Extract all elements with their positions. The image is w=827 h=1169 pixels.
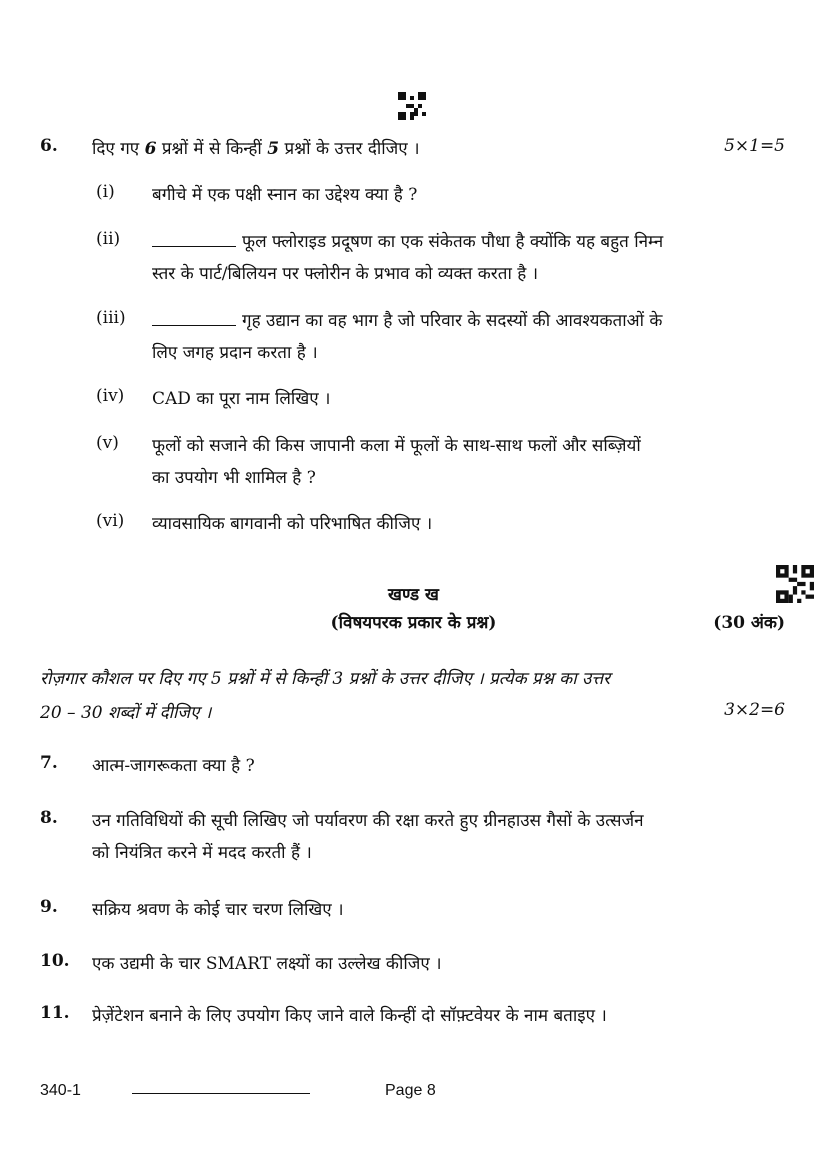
section-instruction: 20 – 30 शब्दों में दीजिए । [40, 703, 212, 723]
instruction-text: प्रश्नों में से किन्हीं [156, 139, 268, 159]
sub-question-label: (iv) [96, 386, 125, 406]
sub-question-text: व्यावसायिक बागवानी को परिभाषित कीजिए । [152, 514, 433, 534]
question-text: आत्म-जागरूकता क्या है ? [92, 756, 255, 776]
sub-question-text: स्तर के पार्ट/बिलियन पर फ्लोरीन के प्रभाव को व्यक्त करता है । [152, 264, 539, 284]
section-subtitle: (विषयपरक प्रकार के प्रश्न) [330, 613, 497, 633]
question-text: सक्रिय श्रवण के कोई चार चरण लिखिए । [92, 900, 344, 920]
section-instruction-marks: 3×2=6 [724, 700, 785, 720]
sub-question-label: (v) [96, 433, 119, 453]
question-number: 11. [40, 1003, 70, 1023]
qr-code-icon [398, 92, 426, 120]
paper-code: 340-1 [40, 1082, 81, 1099]
sub-question-text: फूलों को सजाने की किस जापानी कला में फूलों के साथ-साथ फलों और सब्ज़ियों [152, 436, 641, 456]
instruction-number: 6 [144, 139, 157, 159]
question-number: 10. [40, 951, 70, 971]
question-marks: 5×1=5 [724, 136, 785, 156]
question-text: एक उद्यमी के चार SMART लक्ष्यों का उल्लेख कीजिए । [92, 954, 442, 974]
sub-question-line [152, 308, 662, 331]
section-title: खण्ड ख [388, 585, 439, 605]
page-number: Page 8 [385, 1082, 436, 1099]
question-6-instruction [92, 136, 420, 159]
sub-question-line [152, 229, 663, 252]
instruction-number: 5 [267, 139, 280, 159]
footer-divider [132, 1093, 310, 1094]
sub-question-label: (iii) [96, 308, 126, 328]
question-text: को नियंत्रित करने में मदद करती हैं । [92, 843, 312, 863]
instruction-text: दिए गए [92, 139, 145, 159]
sub-question-label: (i) [96, 182, 115, 202]
section-instruction: रोज़गार कौशल पर दिए गए 5 प्रश्नों में से किन्हीं 3 प्रश्नों के उत्तर दीजिए । प्रत्येक प्रश्न का उत्तर [40, 669, 611, 689]
question-number: 8. [40, 808, 58, 828]
answer-blank [152, 311, 236, 326]
sub-question-text: लिए जगह प्रदान करता है । [152, 343, 318, 363]
instruction-text: प्रश्नों के उत्तर दीजिए । [279, 139, 420, 159]
question-text: प्रेज़ेंटेशन बनाने के लिए उपयोग किए जाने वाले किन्हीं दो सॉफ़्टवेयर के नाम बताइए । [92, 1006, 607, 1026]
sub-question-label: (vi) [96, 511, 125, 531]
section-marks: (30 अंक) [713, 613, 785, 633]
question-number: 6. [40, 136, 58, 156]
sub-question-text: का उपयोग भी शामिल है ? [152, 468, 316, 488]
answer-blank [152, 232, 236, 247]
sub-question-text: गृह उद्यान का वह भाग है जो परिवार के सदस्यों की आवश्यकताओं के [242, 311, 663, 331]
sub-question-text: CAD का पूरा नाम लिखिए । [152, 389, 331, 409]
sub-question-label: (ii) [96, 229, 121, 249]
question-number: 7. [40, 753, 58, 773]
question-number: 9. [40, 897, 58, 917]
sub-question-text: फूल फ्लोराइड प्रदूषण का एक संकेतक पौधा है क्योंकि यह बहुत निम्न [242, 232, 664, 252]
question-text: उन गतिविधियों की सूची लिखिए जो पर्यावरण की रक्षा करते हुए ग्रीनहाउस गैसों के उत्सर्जन [92, 811, 644, 831]
sub-question-text: बगीचे में एक पक्षी स्नान का उद्देश्य क्या है ? [152, 185, 418, 205]
